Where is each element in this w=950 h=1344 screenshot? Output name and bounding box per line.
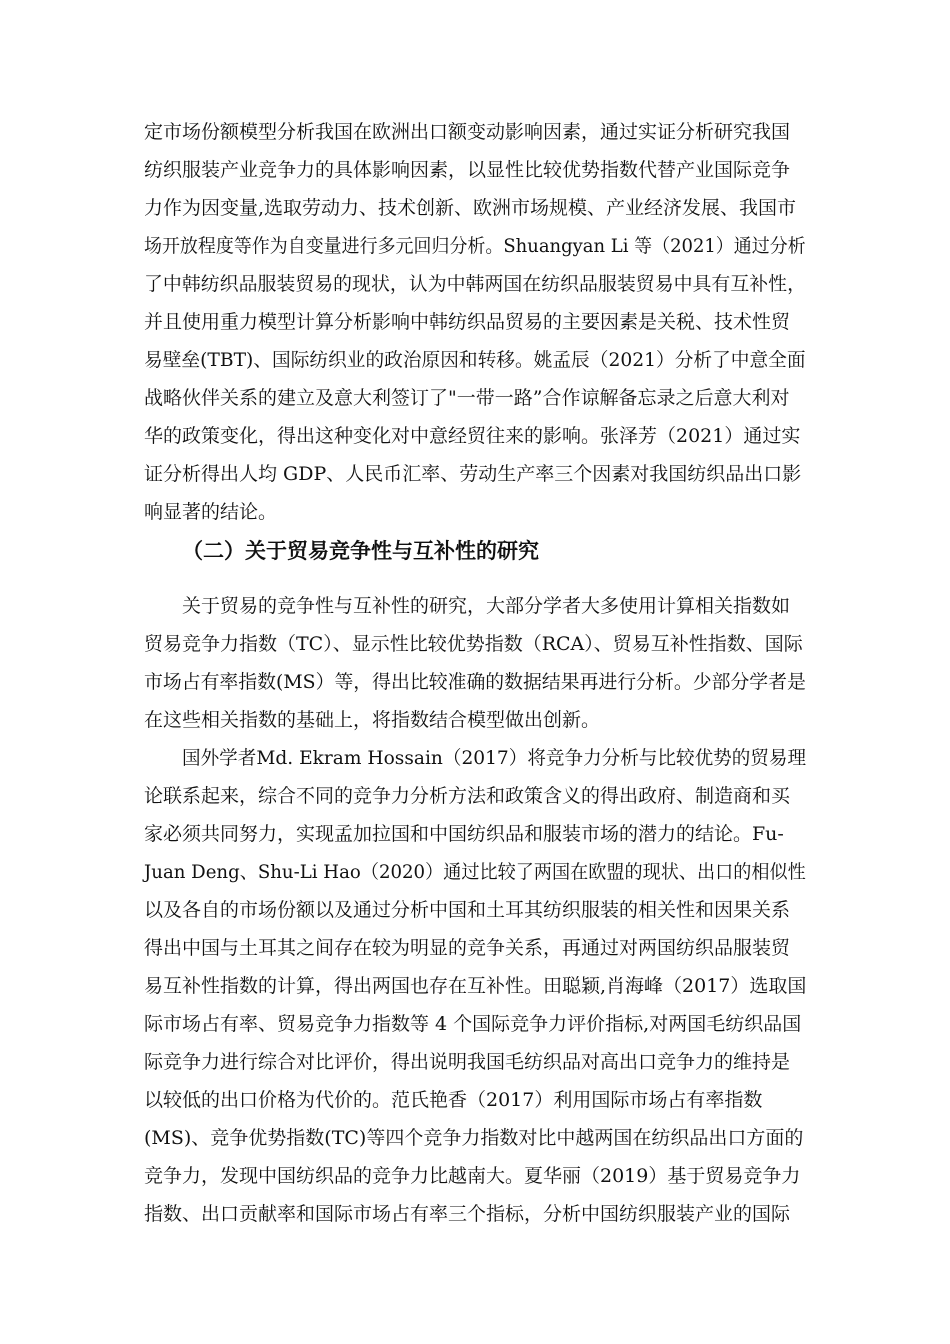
paragraph-3-line: 际竞争力进行综合对比评价，得出说明我国毛纺织品对高出口竞争力的维持是 xyxy=(144,1051,791,1073)
paragraph-3-line: 家必须共同努力，实现孟加拉国和中国纺织品和服装市场的潜力的结论。Fu- xyxy=(144,823,784,845)
paragraph-3-line: (MS)、竞争优势指数(TC)等四个竞争力指数对比中越两国在纺织品出口方面的 xyxy=(144,1127,804,1149)
paragraph-1-line: 定市场份额模型分析我国在欧洲出口额变动影响因素，通过实证分析研究我国 xyxy=(144,121,791,143)
paragraph-3-line: 易互补性指数的计算，得出两国也存在互补性。田聪颖,肖海峰（2017）选取国 xyxy=(144,975,807,997)
paragraph-3-line: 以及各自的市场份额以及通过分析中国和土耳其纺织服装的相关性和因果关系 xyxy=(144,899,791,921)
paragraph-1-line: 力作为因变量,选取劳动力、技术创新、欧洲市场规模、产业经济发展、我国市 xyxy=(144,197,797,219)
paragraph-1-line: 响显著的结论。 xyxy=(144,501,278,523)
paragraph-1-line: 华的政策变化，得出这种变化对中意经贸往来的影响。张泽芳（2021）通过实 xyxy=(144,425,801,447)
paragraph-1-line: 了中韩纺织品服装贸易的现状，认为中韩两国在纺织品服装贸易中具有互补性， xyxy=(144,273,807,295)
paragraph-3-line: 论联系起来，综合不同的竞争力分析方法和政策含义的得出政府、制造商和买 xyxy=(144,785,791,807)
paragraph-2-line: 关于贸易的竞争性与互补性的研究，大部分学者大多使用计算相关指数如 xyxy=(182,595,791,617)
paragraph-1-line: 纺织服装产业竞争力的具体影响因素，以显性比较优势指数代替产业国际竞争 xyxy=(144,159,791,181)
paragraph-3-line: 际市场占有率、贸易竞争力指数等 4 个国际竞争力评价指标,对两国毛纺织品国 xyxy=(144,1013,802,1035)
paragraph-3-line: 指数、出口贡献率和国际市场占有率三个指标，分析中国纺织服装产业的国际 xyxy=(144,1203,791,1225)
paragraph-3-line: 国外学者Md. Ekram Hossain（2017）将竞争力分析与比较优势的贸易理 xyxy=(182,747,807,769)
paragraph-1-line: 场开放程度等作为自变量进行多元回归分析。Shuangyan Li 等（2021）通过分析 xyxy=(144,235,806,257)
paragraph-3-line: Juan Deng、Shu-Li Hao（2020）通过比较了两国在欧盟的现状、出口的相似性 xyxy=(144,861,806,883)
paragraph-1-line: 证分析得出人均 GDP、人民币汇率、劳动生产率三个因素对我国纺织品出口影 xyxy=(144,463,802,485)
paragraph-2-line: 贸易竞争力指数（TC）、显示性比较优势指数（RCA）、贸易互补性指数、国际 xyxy=(144,633,803,655)
section-heading: （二）关于贸易竞争性与互补性的研究 xyxy=(182,539,539,563)
paragraph-1-line: 战略伙伴关系的建立及意大利签订了"一带一路”合作谅解备忘录之后意大利对 xyxy=(144,387,790,409)
paragraph-1-line: 并且使用重力模型计算分析影响中韩纺织品贸易的主要因素是关税、技术性贸 xyxy=(144,311,791,333)
paragraph-3-line: 竞争力，发现中国纺织品的竞争力比越南大。夏华丽（2019）基于贸易竞争力 xyxy=(144,1165,801,1187)
paragraph-3-line: 得出中国与土耳其之间存在较为明显的竞争关系，再通过对两国纺织品服装贸 xyxy=(144,937,791,959)
paragraph-2-line: 在这些相关指数的基础上，将指数结合模型做出创新。 xyxy=(144,709,601,731)
paragraph-3-line: 以较低的出口价格为代价的。范氏艳香（2017）利用国际市场占有率指数 xyxy=(144,1089,763,1111)
paragraph-1-line: 易壁垒(TBT)、国际纺织业的政治原因和转移。姚孟辰（2021）分析了中意全面 xyxy=(144,349,806,371)
paragraph-2-line: 市场占有率指数(MS）等，得出比较准确的数据结果再进行分析。少部分学者是 xyxy=(144,671,806,693)
